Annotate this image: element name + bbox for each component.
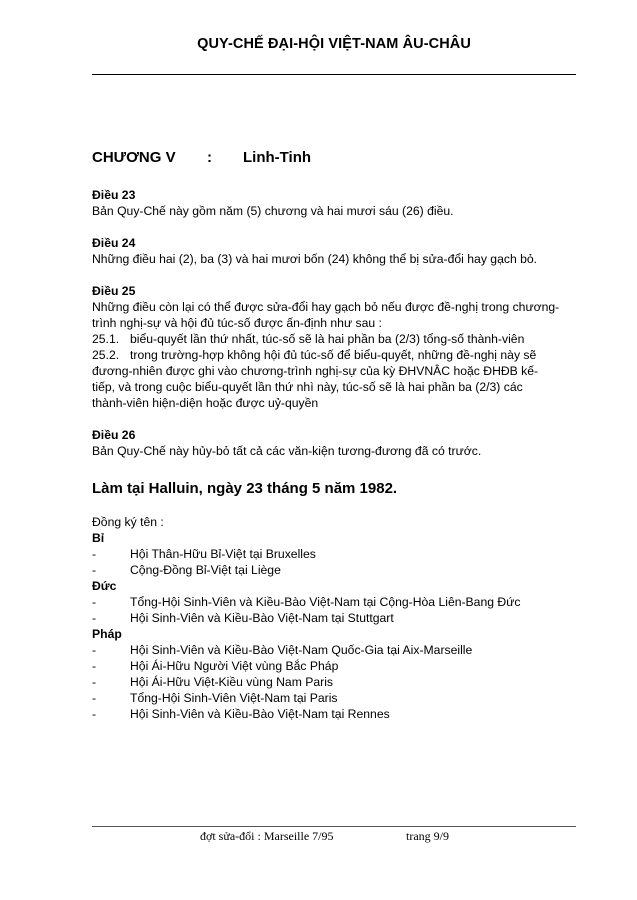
document-body xyxy=(92,150,576,722)
signatory-item xyxy=(92,594,576,610)
signatory-name: Tổng-Hội Sinh-Viên và Kiều-Bào Việt-Nam tại Cộng-Hòa Liên-Bang Đức xyxy=(130,595,521,609)
article-title: Điều 26 xyxy=(92,428,136,442)
header-rule xyxy=(92,74,576,75)
chapter-number: CHƯƠNG V xyxy=(92,149,176,166)
clause-text: biểu-quyết lần thứ nhất, túc-số sẽ là hai phần ba (2/3) tổng-số thành-viên xyxy=(130,332,525,346)
clause-text-line: đương-nhiên được ghi vào chương-trình nghị-sự của kỳ ĐHVNÂC hoặc ĐHĐB kế- xyxy=(92,364,539,378)
clause-text: trong trường-hợp không hội đủ túc-số để biểu-quyết, những đề-nghị này sẽ xyxy=(130,348,537,362)
edition-note: đợt sửa-đổi : Marseille 7/95 xyxy=(200,829,334,843)
article-text: Bản Quy-Chế này gồm năm (5) chương và hai mươi sáu (26) điều. xyxy=(92,204,454,218)
clause-25-2 xyxy=(92,347,576,363)
page-header-title: QUY-CHẾ ĐẠI-HỘI VIỆT-NAM ÂU-CHÂU xyxy=(197,36,471,52)
article-title: Điều 23 xyxy=(92,188,136,202)
signatory-name: Hội Ái-Hữu Việt-Kiều vùng Nam Paris xyxy=(130,675,334,689)
signatory-item xyxy=(92,562,576,578)
signatories xyxy=(92,514,576,722)
list-dash: - xyxy=(92,643,97,657)
signatory-item xyxy=(92,690,576,706)
signatory-name: Tổng-Hội Sinh-Viên Việt-Nam tại Paris xyxy=(130,691,338,705)
country-belgium: Bỉ xyxy=(92,531,105,545)
list-dash: - xyxy=(92,675,97,689)
country-germany: Đức xyxy=(92,579,117,593)
list-dash: - xyxy=(92,595,97,609)
signatory-item xyxy=(92,674,576,690)
clause-text-line: tiếp, và trong cuộc biểu-quyết lần thứ nhì này, túc-số sẽ là hai phần ba (2/3) các xyxy=(92,380,523,394)
footer-rule xyxy=(92,826,576,827)
signatory-item xyxy=(92,546,576,562)
signatory-name: Hội Ái-Hữu Người Việt vùng Bắc Pháp xyxy=(130,659,339,673)
clause-number: 25.2. xyxy=(92,348,120,362)
signatory-item xyxy=(92,610,576,626)
chapter-name: Linh-Tinh xyxy=(243,149,312,166)
article-title: Điều 24 xyxy=(92,236,136,250)
article-title: Điều 25 xyxy=(92,284,136,298)
signatories-label: Đồng ký tên : xyxy=(92,515,164,529)
list-dash: - xyxy=(92,691,97,705)
article-text-line: Những điều còn lại có thể được sửa-đổi hay gạch bỏ nếu được đề-nghị trong chương- xyxy=(92,300,560,314)
signing-place-date: Làm tại Halluin, ngày 23 tháng 5 năm 1982. xyxy=(92,480,398,497)
article-26 xyxy=(92,427,576,459)
signatory-name: Hội Sinh-Viên và Kiều-Bào Việt-Nam tại Rennes xyxy=(130,707,390,721)
list-dash: - xyxy=(92,547,97,561)
clause-25-1 xyxy=(92,331,576,347)
article-24 xyxy=(92,235,576,267)
clause-text-line: thành-viên hiện-diện hoặc được uỷ-quyền xyxy=(92,396,319,410)
list-dash: - xyxy=(92,563,97,577)
page-number: trang 9/9 xyxy=(406,829,449,843)
article-text: Bản Quy-Chế này hủy-bỏ tất cả các văn-kiện tương-đương đã có trước. xyxy=(92,444,482,458)
list-dash: - xyxy=(92,611,97,625)
clause-number: 25.1. xyxy=(92,332,120,346)
article-23 xyxy=(92,187,576,219)
article-text-line: trình nghị-sự và hội đủ túc-số được ấn-định như sau : xyxy=(92,316,382,330)
chapter-heading xyxy=(92,150,576,166)
list-dash: - xyxy=(92,707,97,721)
signatory-item xyxy=(92,706,576,722)
signatory-item xyxy=(92,642,576,658)
article-text: Những điều hai (2), ba (3) và hai mươi bốn (24) không thể bị sửa-đổi hay gạch bỏ. xyxy=(92,252,538,266)
signatory-item xyxy=(92,658,576,674)
country-france: Pháp xyxy=(92,627,122,641)
signatory-name: Hội Sinh-Viên và Kiều-Bào Việt-Nam Quốc-Gia tại Aix-Marseille xyxy=(130,643,473,657)
list-dash: - xyxy=(92,659,97,673)
article-25 xyxy=(92,283,576,411)
signatory-name: Hội Sinh-Viên và Kiều-Bào Việt-Nam tại Stuttgart xyxy=(130,611,394,625)
signatory-name: Cộng-Đồng Bỉ-Việt tại Liège xyxy=(130,563,281,577)
chapter-separator: : xyxy=(207,149,212,166)
signatory-name: Hội Thân-Hữu Bỉ-Việt tại Bruxelles xyxy=(130,547,316,561)
